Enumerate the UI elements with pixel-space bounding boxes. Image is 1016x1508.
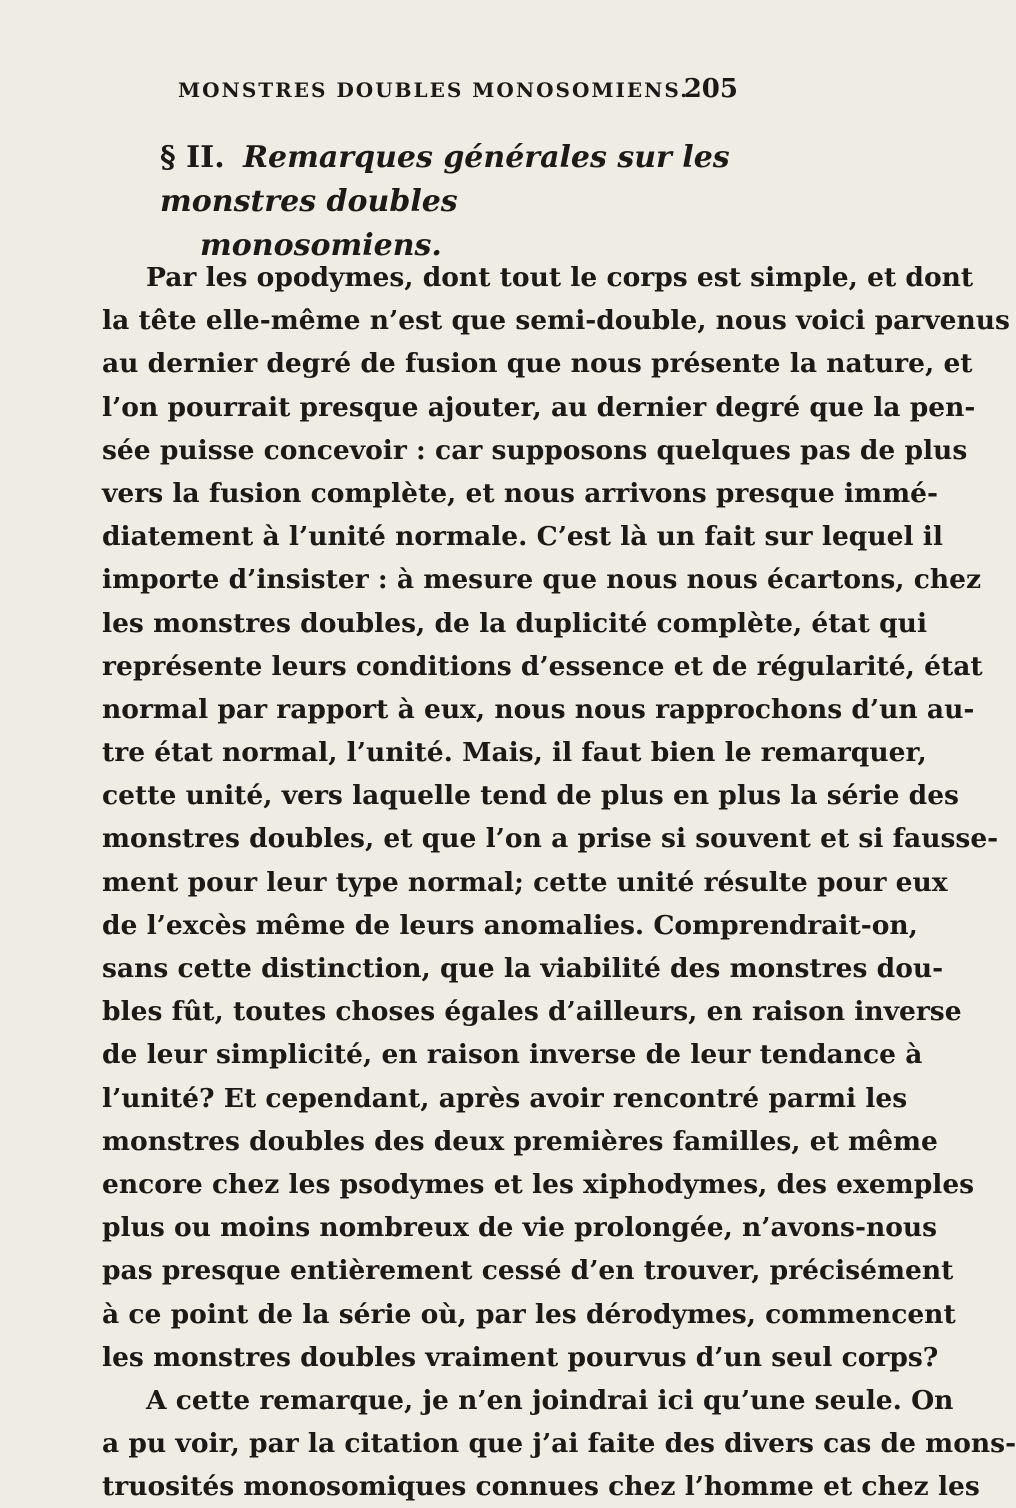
text-line: de l’excès même de leurs anomalies. Comprendrait-on, xyxy=(102,909,918,941)
text-line: représente leurs conditions d’essence et de régularité, état xyxy=(102,650,983,682)
text-line: plus ou moins nombreux de vie prolongée, n’avons-nous xyxy=(102,1212,938,1244)
section-number: § II. xyxy=(160,140,225,175)
text-line: l’on pourrait presque ajouter, au dernier degré que la pen- xyxy=(102,391,976,423)
text-line: A cette remarque, je n’en joindrai ici qu’une seule. On xyxy=(146,1384,954,1416)
text-line: les monstres doubles vraiment pourvus d’un seul corps? xyxy=(102,1341,939,1373)
text-line: pas presque entièrement cessé d’en trouver, précisément xyxy=(102,1255,954,1287)
section-heading xyxy=(160,136,760,268)
text-line: cette unité, vers laquelle tend de plus en plus la série des xyxy=(102,780,959,812)
text-line: l’unité? Et cependant, après avoir rencontré parmi les xyxy=(102,1082,908,1114)
text-line: sans cette distinction, que la viabilité des monstres dou- xyxy=(102,953,944,984)
text-line: de leur simplicité, en raison inverse de leur tendance à xyxy=(102,1039,923,1071)
body-text xyxy=(102,256,1016,1508)
running-title: MONSTRES DOUBLES MONOSOMIENS. xyxy=(178,78,690,102)
text-line: diatement à l’unité normale. C’est là un fait sur lequel il xyxy=(102,521,943,553)
section-title-line2: monosomiens. xyxy=(200,228,442,263)
text-line: au dernier degré de fusion que nous présente la nature, et xyxy=(102,348,973,380)
section-title-line1: Remarques générales sur les monstres doubles xyxy=(160,140,730,219)
paragraph-2 xyxy=(102,1379,1016,1508)
text-line: monstres doubles des deux premières familles, et même xyxy=(102,1125,938,1157)
text-line: les monstres doubles, de la duplicité complète, état qui xyxy=(102,607,928,639)
text-line: normal par rapport à eux, nous nous rapprochons d’un au- xyxy=(102,693,975,725)
paragraph-1 xyxy=(102,256,1010,1379)
text-line: ment pour leur type normal; cette unité résulte pour eux xyxy=(102,866,948,898)
text-line: a pu voir, par la citation que j’ai faite des divers cas de mons- xyxy=(102,1428,1016,1460)
text-line: la tête elle-même n’est que semi-double, nous voici parvenus xyxy=(102,305,1010,337)
text-line: à ce point de la série où, par les dérodymes, commencent xyxy=(102,1298,956,1330)
text-line: sée puisse concevoir : car supposons quelques pas de plus xyxy=(102,434,968,466)
text-line: importe d’insister : à mesure que nous nous écartons, chez xyxy=(102,564,982,596)
page-header xyxy=(178,74,738,118)
text-line: bles fût, toutes choses égales d’ailleurs, en raison inverse xyxy=(102,996,962,1028)
text-line: Par les opodymes, dont tout le corps est simple, et dont xyxy=(146,262,974,293)
text-line: vers la fusion complète, et nous arrivons presque immé- xyxy=(102,477,938,509)
text-line: tre état normal, l’unité. Mais, il faut bien le remarquer, xyxy=(102,737,927,769)
page-number: 205 xyxy=(683,74,738,104)
text-line: truosités monosomiques connues chez l’homme et chez les xyxy=(102,1471,980,1503)
text-line: monstres doubles, et que l’on a prise si souvent et si fausse- xyxy=(102,823,999,855)
text-line: encore chez les psodymes et les xiphodymes, des exemples xyxy=(102,1168,975,1200)
